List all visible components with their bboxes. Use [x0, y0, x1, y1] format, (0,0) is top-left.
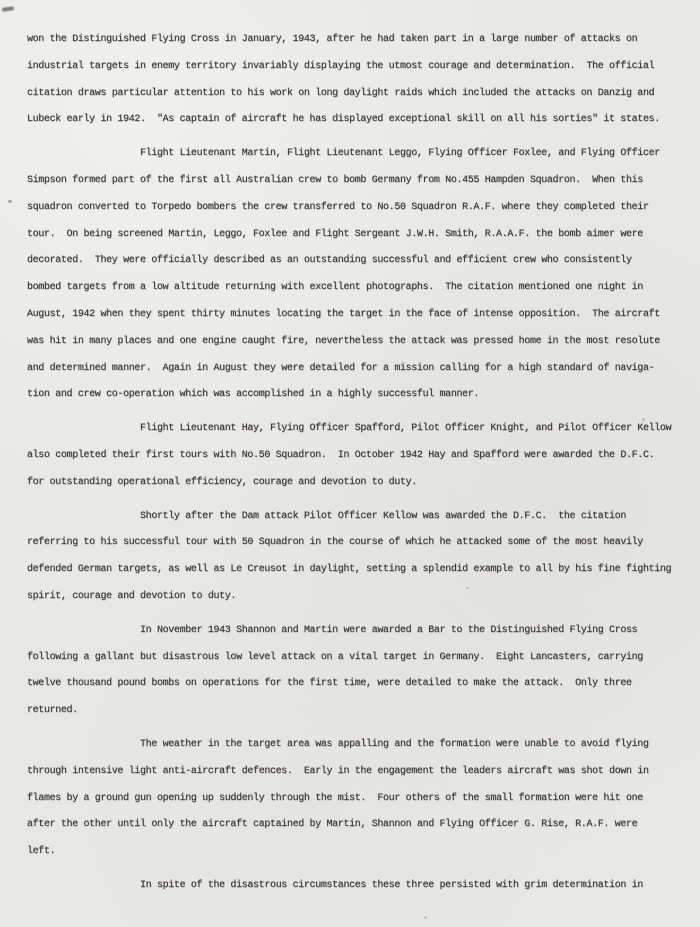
text-line: The weather in the target area was appalling and the formation were unable to avoid flying	[27, 738, 649, 750]
text-line: Shortly after the Dam attack Pilot Officer Kellow was awarded the D.F.C. the citation	[27, 510, 627, 522]
text-line: won the Distinguished Flying Cross in January, 1943, after he had taken part in a large number of attacks on	[27, 34, 638, 45]
text-line: August, 1942 when they spent thirty minutes locating the target in the face of intense opposition. The aircraft	[27, 308, 660, 320]
paragraph	[27, 873, 680, 900]
text-line: spirit, courage and devotion to duty.	[27, 590, 237, 602]
text-line: Lubeck early in 1942. "As captain of aircraft he has displayed exceptional skill on all his sorties" it states.	[27, 114, 660, 126]
text-line: decorated. They were officially described as an outstanding successful and efficient crew who consistently	[27, 255, 632, 267]
text-line: bombed targets from a low altitude returning with excellent photographs. The citation mentioned one night in	[27, 282, 643, 294]
text-line: In November 1943 Shannon and Martin were awarded a Bar to the Distinguished Flying Cross	[27, 624, 638, 636]
text-line: In spite of the disastrous circumstances these three persisted with grim determination in	[27, 879, 643, 891]
text-line: tion and crew co-operation which was accomplished in a highly successful manner.	[27, 389, 480, 401]
text-line: citation draws particular attention to his work on long daylight raids which included the attacks on Danzig and	[27, 87, 655, 99]
text-line: through intensive light anti-aircraft defences. Early in the engagement the leaders aircraft was shot down in	[27, 765, 649, 777]
text-line: also completed their first tours with No.50 Squadron. In October 1942 Hay and Spafford were awarded the D.F.C.	[27, 449, 655, 461]
text-line: Simpson formed part of the first all Australian crew to bomb Germany from No.455 Hampden Squadron. When this	[27, 174, 643, 186]
text-line: was hit in many places and one engine caught fire, nevertheless the attack was pressed home in the most resolute	[27, 335, 660, 347]
text-line: Flight Lieutenant Hay, Flying Officer Spafford, Pilot Officer Knight, and Pilot Officer Kellow	[27, 423, 672, 435]
text-line: left.	[27, 846, 56, 858]
text-line: and determined manner. Again in August they were detailed for a mission calling for a high standard of naviga-	[27, 362, 655, 374]
text-line: twelve thousand pound bombs on operations for the first time, were detailed to make the attack. Only three	[27, 678, 632, 690]
paragraph	[27, 618, 680, 725]
text-line: following a gallant but disastrous low level attack on a vital target in Germany. Eight Lancasters, carrying	[27, 651, 643, 663]
text-line: squadron converted to Torpedo bombers the crew transferred to No.50 Squadron R.A.F. where they completed their	[27, 201, 649, 213]
text-line: for outstanding operational efficiency, courage and devotion to duty.	[27, 476, 417, 488]
text-line: flames by a ground gun opening up suddenly through the mist. Four others of the small formation were hit one	[27, 792, 643, 804]
text-line: referring to his successful tour with 50 Squadron in the course of which he attacked some of the most heavily	[27, 537, 643, 549]
text-line: defended German targets, as well as Le Creusot in daylight, setting a splendid example to all by his fine fighting	[27, 564, 672, 576]
text-line: industrial targets in enemy territory invariably displaying the utmost courage and determination. The official	[27, 60, 655, 72]
text-line: Flight Lieutenant Martin, Flight Lieutenant Leggo, Flying Officer Foxlee, and Flying Officer	[27, 148, 660, 160]
paragraph	[27, 141, 680, 409]
paragraph	[27, 416, 680, 496]
paragraph	[27, 504, 680, 611]
text-line: after the other until only the aircraft captained by Martin, Shannon and Flying Officer G. Rise, R.A.F. were	[27, 819, 638, 831]
text-line: tour. On being screened Martin, Leggo, Foxlee and Flight Sergeant J.W.H. Smith, R.A.A.F. the bomb aimer were	[27, 228, 643, 240]
paragraph	[27, 732, 680, 866]
paragraph	[27, 27, 680, 134]
text-line: returned.	[27, 705, 78, 717]
